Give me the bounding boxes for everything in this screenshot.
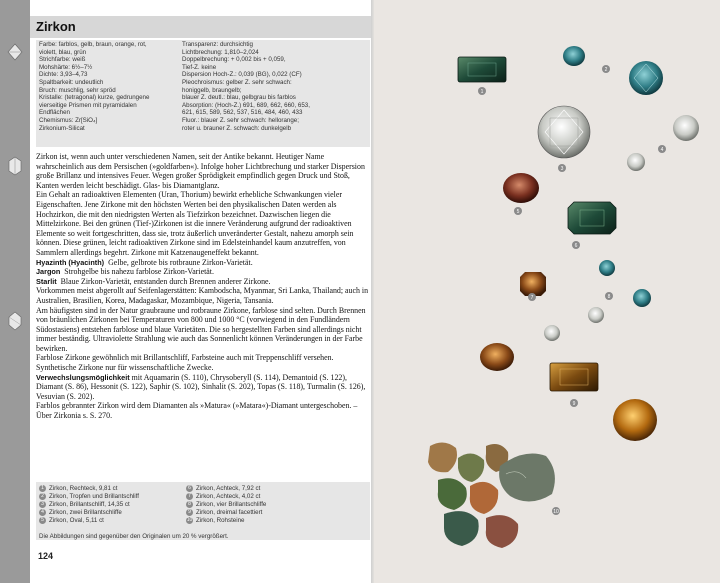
variety-desc: Gelbe, gelbrote bis rotbraune Zirkon-Varietät.: [108, 257, 253, 267]
caption-number: 6: [186, 485, 193, 492]
caption-item: [186, 485, 260, 492]
gem-label: 6: [574, 243, 578, 249]
occurrence-paragraph: Vorkommen meist abgerollt auf Seifenlagerstätten: Kambodscha, Myanmar, Sri Lanka, Thailand; auch in Australien, Brasilien, Korea, Madagaskar, Mozambique, Nigeria, Tansania. Am häufigsten sind in der Natur graubraune und rotbraune Zirkone, farblose sind selten. Durch Brennen von bräunlichen Zirkonen bei Temperaturen von 800 und 1000 °C (vorwiegend in den Fundländern Südostasiens) entstehen farblose und blaue Varietäten. Die so hergestellten Farben sind allerdings nicht immer beständig. Ultraviolette Strahlung wie auch das Sonnenlicht können Veränderungen in der Farbe bewirken. Farblose Zirkone gewöhnlich mit Brillantschliff, Farbsteine auch mit Treppenschliff versehen. Synthetische Zirkone nur für wissenschaftliche Zwecke.: [36, 286, 369, 373]
variety-hyazinth: [36, 258, 370, 268]
gem-10-rough-stones: [428, 442, 560, 548]
variety-desc: Strohgelbe bis nahezu farblose Zirkon-Varietät.: [64, 267, 214, 277]
gem-4-pair: [627, 115, 699, 171]
gemstone-photo-page: [374, 0, 720, 583]
caption-number: 7: [186, 493, 193, 500]
confusion-paragraph: [36, 373, 370, 402]
gem-label: 3: [560, 166, 564, 172]
intro-paragraph: Zirkon ist, wenn auch unter verschiedenen Namen, seit der Antike bekannt. Heutiger Name wahrscheinlich aus dem Persischen (»goldfarben«). Infolge hoher Lichtbrechung und starker Dispersion große Brillanz und intensives Feuer. Wegen großer Sprödigkeit empfindlich gegen Druck und Stoß, Kanten werden leicht beschädigt. Glas- bis Diamantglanz. Ein Gehalt an radioaktiven Elementen (Uran, Thorium) bewirkt erhebliche Schwankungen vieler Eigenschaften. Jene Zirkone mit den höchsten Werten bei den physikalischen Daten werden als Hochzirkon, die mit den niedrigsten Werten als Tiefzirkon bezeichnet. Dazwischen liegen die Mittelzirkone. Bei den grünen (Tief-)Zirkonen ist die innere Veränderung aufgrund der radioaktiven Elemente so weit fortgeschritten, dass sie, trotz äußerlich unveränderter Gestalt, nahezu amorph sein können. Diese grünen, leicht radioaktiven Zirkone sind im Edelsteinhandel kaum anzutreffen, von Sammlern allerdings begehrt. Zirkone mit Katzenaugeneffekt bekannt.: [36, 152, 365, 257]
caption-number: 10: [186, 517, 193, 523]
caption-text: Zirkon, vier Brillantschliffe: [196, 501, 267, 508]
gem-3-brilliant: [538, 106, 590, 172]
description-text: [36, 152, 370, 421]
gem-5-oval: [503, 173, 539, 215]
caption-number: 9: [186, 509, 193, 516]
caption-text: Zirkon, Oval, 5,11 ct: [49, 517, 104, 524]
caption-text: Zirkon, Tropfen und Brillantschliff: [49, 493, 139, 500]
caption-number: 3: [39, 501, 46, 508]
page-title: Zirkon: [36, 19, 76, 34]
variety-term: Hyazinth (Hyacinth): [36, 257, 105, 267]
caption-text: Zirkon, zwei Brillantschliffe: [49, 509, 122, 516]
caption-item: [186, 501, 266, 508]
caption-item: [186, 509, 262, 516]
confusion-term: Verwechslungsmöglichkeit: [36, 372, 130, 382]
caption-item: [39, 517, 104, 524]
caption-number: 1: [39, 485, 46, 492]
gem-9-three-cuts: [480, 343, 657, 441]
gemstone-photo: [374, 0, 720, 583]
caption-number: 4: [39, 509, 46, 516]
variety-term: Jargon: [36, 267, 61, 277]
gem-label: 7: [530, 295, 534, 301]
octahedron-crystal-icon: [7, 42, 23, 62]
gem-7-octagon: [520, 272, 546, 301]
variety-starlit: [36, 277, 370, 287]
gem-label: 10: [553, 509, 559, 515]
gem-2-pair: [563, 46, 663, 95]
margin-tab-strip: [0, 0, 30, 583]
caption-item: [39, 493, 139, 500]
variety-jargon: [36, 267, 370, 277]
variety-desc: Blaue Zirkon-Varietät, entstanden durch Brennen anderer Zirkone.: [60, 276, 271, 286]
closing-paragraph: Farblos gebrannter Zirkon wird dem Diamanten als »Matura« (»Matara«)-Diamant untergeschoben. – Über Zirkonia s. S. 270.: [36, 401, 358, 421]
caption-number: 5: [39, 517, 46, 524]
caption-item: [186, 517, 245, 524]
gem-label: 5: [516, 209, 520, 215]
gem-label: 8: [607, 294, 611, 300]
gem-label: 2: [604, 67, 608, 73]
caption-text: Zirkon, Achteck, 7,92 ct: [196, 485, 261, 492]
caption-box: [36, 482, 370, 540]
properties-box: [36, 40, 370, 147]
prism-crystal-icon: [7, 156, 23, 176]
caption-note: Die Abbildungen sind gegenüber den Originalen um 20 % vergrößert.: [39, 533, 229, 540]
gem-label: 9: [572, 401, 576, 407]
caption-text: Zirkon, dreimal facettiert: [196, 509, 263, 516]
confusion-desc: mit Aquamarin (S. 110), Chrysoberyll (S. 114), Demantoid (S. 122), Diamant (S. 86), Hessonit (S. 122), Saphir (S. 102), Sinhalit (S. 202), Topas (S. 118), Turmalin (S. 126), Vesuvian (S. 202).: [36, 372, 366, 401]
properties-right-column: Transparenz: durchsichtig Lichtbrechung: 1,810–2,024 Doppelbrechung: + 0,002 bis + 0,059, Tief-Z. keine Dispersion Hoch-Z.: 0,039 (BG), 0,022 (CF) Pleochroismus: gelber Z. sehr schwach: honiggelb, braungelb; blauer Z. deutl.: blau, gelbgrau bis farblos Absorption: (Hoch-Z.) 691, 689, 662, 660, 653, 621, 615, 589, 562, 537, 516, 484, 460, 433 Fluor.: blauer Z. sehr schwach: hellorange; roter u. brauner Z. schwach: dunkelgelb: [182, 41, 310, 132]
caption-item: [39, 485, 117, 492]
gem-1-rectangle: [458, 57, 506, 95]
caption-item: [39, 509, 122, 516]
gem-8-four-brilliants: [544, 260, 651, 341]
gem-6-octagon: [568, 202, 616, 249]
variety-term: Starlit: [36, 276, 57, 286]
caption-text: Zirkon, Brillantschliff, 14,35 ct: [49, 501, 130, 508]
page-number: 124: [38, 551, 54, 561]
caption-item: [39, 501, 130, 508]
caption-number: 2: [39, 493, 46, 500]
gem-label: 4: [660, 147, 664, 153]
caption-text: Zirkon, Rohsteine: [196, 517, 245, 524]
caption-text: Zirkon, Achteck, 4,02 ct: [196, 493, 261, 500]
gem-label: 1: [480, 89, 484, 95]
tetragonal-crystal-icon: [7, 311, 23, 331]
caption-text: Zirkon, Rechteck, 9,81 ct: [49, 485, 118, 492]
properties-left-column: Farbe: farblos, gelb, braun, orange, rot, violett, blau, grün Strichfarbe: weiß Mohshärte: 6½–7½ Dichte: 3,93–4,73 Spaltbarkeit: undeutlich Bruch: muschlig, sehr spröd Kristalle: (tetragonal) kurze, gedrungene vierseitige Prismen mit pyramidalen Endflächen Chemismus: Zr[SiO₄] Zirkonium-Silicat: [39, 41, 150, 132]
caption-number: 8: [186, 501, 193, 508]
text-page: [30, 0, 373, 583]
caption-item: [186, 493, 260, 500]
title-bar: [30, 16, 373, 38]
